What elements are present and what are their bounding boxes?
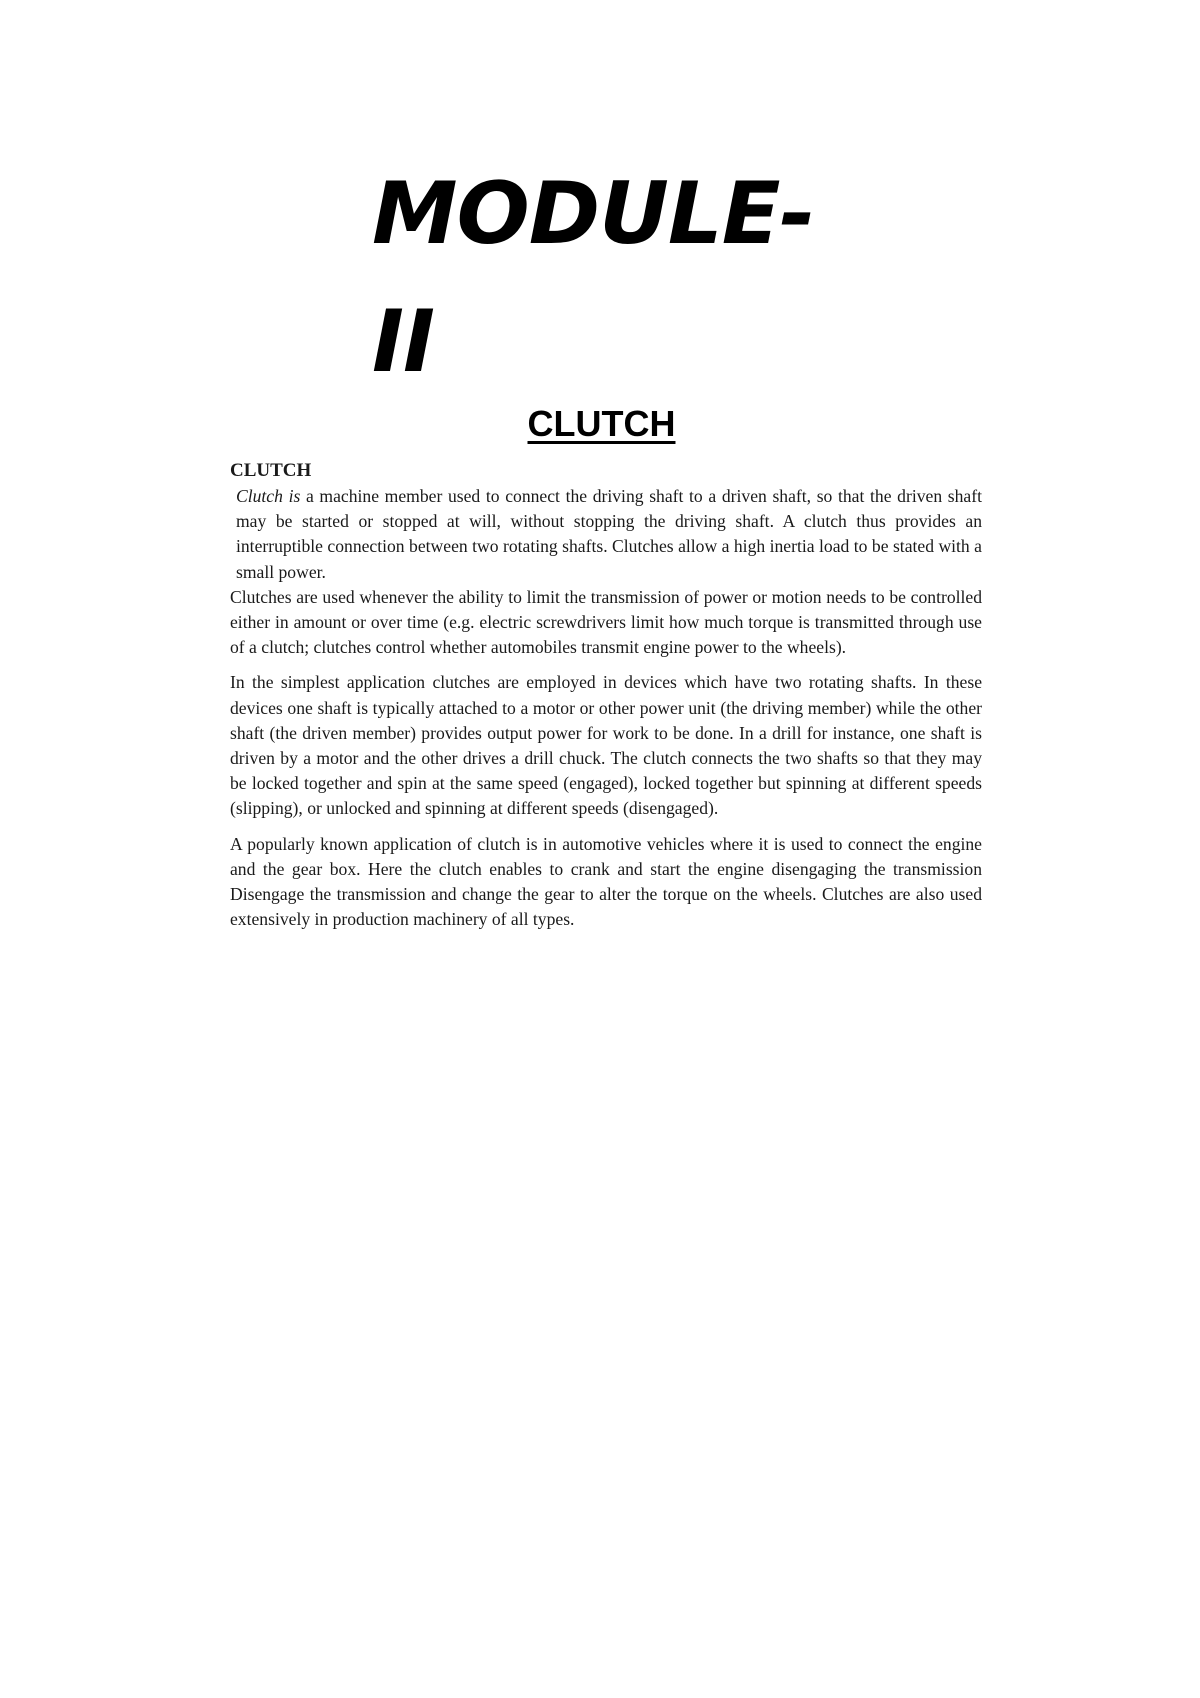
body-text [230,458,982,942]
paragraph-definition [230,484,982,585]
paragraph-automotive: A popularly known application of clutch is in automotive vehicles where it is used to connect the engine and the gear box. Here the clutch enables to crank and start the engine disengaging the transmission Disengage the transmission and change the gear to alter the torque on the wheels. Clutches are also used extensively in production machinery of all types. [230,833,982,930]
paragraph-uses: Clutches are used whenever the ability to limit the transmission of power or motion needs to be controlled either in amount or over time (e.g. electric screwdrivers limit how much torque is transmitted through use of a clutch; clutches control whether automobiles transmit engine power to the wheels). [230,586,982,658]
paragraph-application: In the simplest application clutches are employed in devices which have two rotating shafts. In these devices one shaft is typically attached to a motor or other power unit (the driving member) while the other shaft (the driven member) provides output power for work to be done. In a drill for instance, one shaft is driven by a motor and the other drives a drill chuck. The clutch connects the two shafts so that they may be locked together and spin at the same speed (engaged), locked together but spinning at different speeds (slipping), or unlocked and spinning at different speeds (disengaged). [230,672,982,819]
section-title [0,400,1200,448]
definition-text: a machine member used to connect the driving shaft to a driven shaft, so that the driven shaft may be started or stopped at will, without stopping the driving shaft. A clutch thus provides an interruptible connection between two rotating shafts. Clutches allow a high inertia load to be stated with a small power. [236,486,982,582]
module-title-line-2: II [372,292,434,392]
section-title-text: CLUTCH [527,403,676,444]
definition-term: Clutch is [236,486,301,506]
module-title-line-1: MODULE- [372,164,815,264]
subheading: CLUTCH [230,460,312,481]
module-title [372,150,852,406]
